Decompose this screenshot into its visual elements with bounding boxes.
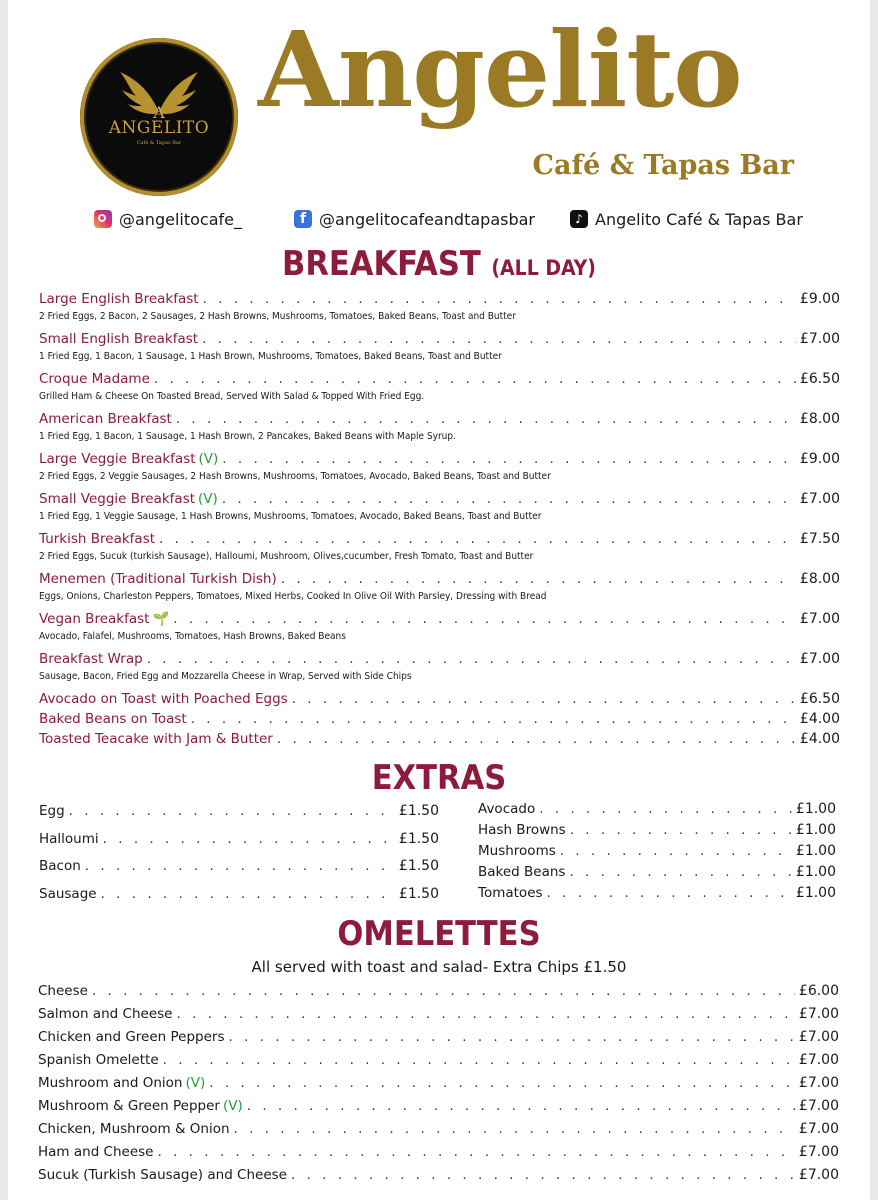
logo-subtitle: Café & Tapas Bar — [136, 140, 182, 146]
facebook-icon: f — [294, 210, 312, 228]
omelette-item — [38, 1075, 839, 1091]
tiktok-text: Angelito Café & Tapas Bar — [595, 209, 803, 229]
item-price: £1.50 — [398, 858, 439, 874]
tiktok-icon: ♪ — [570, 210, 588, 228]
dot-leader — [281, 571, 796, 587]
vegetarian-badge: (V) — [222, 1098, 243, 1114]
item-name: Toasted Teacake with Jam & Butter — [39, 731, 273, 747]
dot-leader — [247, 1098, 795, 1114]
item-name: Salmon and Cheese — [38, 1006, 173, 1022]
breakfast-item — [39, 651, 840, 667]
item-name: Mushrooms — [478, 843, 556, 859]
extras-item — [39, 803, 439, 819]
facebook-text: @angelitocafeandtapasbar — [319, 209, 535, 229]
omelette-item — [38, 1052, 839, 1068]
item-price: £1.50 — [398, 803, 439, 819]
dot-leader — [209, 1075, 795, 1091]
item-price: £6.00 — [798, 983, 839, 999]
dot-leader — [147, 651, 796, 667]
dot-leader — [163, 1052, 795, 1068]
item-name: Sucuk (Turkish Sausage) and Cheese — [38, 1167, 287, 1183]
dot-leader — [560, 843, 792, 859]
brand-tagline: Café & Tapas Bar — [532, 150, 794, 181]
extras-item — [39, 886, 439, 902]
item-price: £1.00 — [795, 885, 836, 901]
extras-title: EXTRAS — [371, 758, 507, 798]
breakfast-item — [39, 731, 840, 747]
dot-leader — [176, 1006, 794, 1022]
item-price: £7.00 — [798, 1052, 839, 1068]
item-name: Sausage — [39, 885, 97, 902]
extras-item — [478, 885, 836, 901]
item-price: £1.50 — [398, 830, 439, 847]
dot-leader — [176, 411, 796, 427]
item-name: Chicken, Mushroom & Onion — [38, 1121, 230, 1137]
item-description: Grilled Ham & Cheese On Toasted Bread, Served With Salad & Topped With Fried Egg. — [39, 391, 425, 402]
omelette-item — [38, 1144, 839, 1160]
instagram-text: @angelitocafe_ — [119, 209, 242, 229]
item-description: Avocado, Falafel, Mushrooms, Tomatoes, Hash Browns, Baked Beans — [39, 631, 346, 642]
dot-leader — [203, 291, 796, 307]
item-name: American Breakfast — [39, 411, 172, 427]
item-description: 1 Fried Egg, 1 Bacon, 1 Sausage, 1 Hash Brown, Mushrooms, Tomatoes, Baked Beans, Toast and Butter — [39, 351, 502, 362]
item-name: Cheese — [38, 983, 88, 999]
item-price: £1.00 — [795, 843, 836, 859]
item-name: Mushroom and Onion — [38, 1075, 183, 1091]
item-name: Vegan Breakfast — [39, 611, 150, 627]
item-description: 2 Fried Eggs, 2 Veggie Sausages, 2 Hash Browns, Mushrooms, Tomatoes, Avocado, Baked Beans, Toast and Butter — [39, 471, 551, 482]
omelette-item — [38, 1121, 839, 1137]
dot-leader — [191, 711, 796, 727]
facebook-handle[interactable] — [294, 208, 535, 230]
breakfast-item — [39, 451, 840, 467]
item-name: Avocado — [478, 801, 536, 817]
logo-name: ANGELITO — [108, 118, 210, 138]
vegetarian-badge: (V) — [185, 1075, 206, 1091]
dot-leader — [158, 1144, 795, 1160]
breakfast-item — [39, 711, 840, 727]
omelette-item — [38, 1167, 839, 1183]
item-name: Baked Beans — [478, 864, 566, 880]
dot-leader — [539, 801, 792, 817]
omelette-item — [38, 983, 839, 999]
item-description: Eggs, Onions, Charleston Peppers, Tomatoes, Mixed Herbs, Cooked In Olive Oil With Parsley, Dressing with Bread — [39, 591, 547, 602]
item-name: Large Veggie Breakfast — [39, 451, 196, 467]
item-name: Ham and Cheese — [38, 1144, 154, 1160]
logo — [80, 38, 238, 196]
instagram-icon — [94, 210, 112, 228]
dot-leader — [570, 822, 792, 838]
wings-icon — [80, 38, 238, 196]
item-price: £6.50 — [799, 691, 840, 707]
menu-page — [8, 0, 870, 1200]
tiktok-handle[interactable] — [570, 208, 803, 230]
svg-text:A: A — [153, 103, 165, 122]
dot-leader — [234, 1121, 795, 1137]
dot-leader — [547, 885, 792, 901]
item-price: £7.00 — [799, 651, 840, 667]
item-price: £1.00 — [795, 864, 836, 880]
omelette-item — [38, 1098, 839, 1114]
item-description: 1 Fried Egg, 1 Bacon, 1 Sausage, 1 Hash Brown, 2 Pancakes, Baked Beans with Maple Syrup. — [39, 431, 456, 442]
item-name: Breakfast Wrap — [39, 651, 143, 667]
item-description: 1 Fried Egg, 1 Veggie Sausage, 1 Hash Browns, Mushrooms, Tomatoes, Avocado, Baked Beans, Toast and Butter — [39, 511, 542, 522]
item-name: Bacon — [39, 858, 81, 874]
breakfast-item — [39, 291, 840, 307]
breakfast-title: BREAKFAST — [282, 244, 481, 284]
extras-item — [478, 864, 836, 880]
dot-leader — [569, 864, 791, 880]
vegetarian-badge: 🌱 — [152, 611, 170, 627]
breakfast-subtitle: (ALL DAY) — [491, 256, 596, 280]
item-price: £7.00 — [799, 331, 840, 347]
item-name: Baked Beans on Toast — [39, 711, 187, 727]
item-price: £7.00 — [798, 1167, 839, 1183]
extras-item — [478, 801, 836, 817]
breakfast-heading — [8, 244, 870, 284]
item-price: £8.00 — [799, 571, 840, 587]
item-name: Egg — [39, 803, 65, 819]
item-price: £7.00 — [798, 1006, 839, 1022]
item-name: Menemen (Traditional Turkish Dish) — [39, 571, 277, 587]
extras-item — [478, 843, 836, 859]
dot-leader — [69, 803, 395, 819]
dot-leader — [229, 1029, 795, 1045]
item-name: Mushroom & Green Pepper — [38, 1098, 220, 1114]
item-name: Large English Breakfast — [39, 291, 199, 307]
extras-item — [39, 831, 439, 847]
dot-leader — [222, 491, 796, 507]
breakfast-item — [39, 371, 840, 387]
item-price: £7.00 — [798, 1098, 839, 1114]
vegetarian-badge: (V) — [198, 451, 219, 467]
item-price: £6.50 — [799, 371, 840, 387]
dot-leader — [154, 371, 796, 387]
dot-leader — [103, 831, 395, 847]
item-name: Turkish Breakfast — [39, 531, 156, 547]
item-name: Croque Madame — [39, 371, 150, 387]
item-price: £7.00 — [798, 1075, 839, 1091]
item-description: 2 Fried Eggs, 2 Bacon, 2 Sausages, 2 Hash Browns, Mushrooms, Tomatoes, Baked Beans, Toast and Butter — [39, 311, 516, 322]
item-name: Small English Breakfast — [39, 331, 199, 347]
item-name: Small Veggie Breakfast — [39, 491, 196, 507]
breakfast-item — [39, 531, 840, 547]
item-price: £4.00 — [799, 731, 840, 747]
item-description: 2 Fried Eggs, Sucuk (turkish Sausage), Halloumi, Mushroom, Olives,cucumber, Fresh Tomato, Toast and Butter — [39, 551, 534, 562]
breakfast-item — [39, 331, 840, 347]
item-description: Sausage, Bacon, Fried Egg and Mozzarella Cheese in Wrap, Served with Side Chips — [39, 671, 412, 682]
breakfast-item — [39, 611, 840, 627]
item-name: Hash Browns — [478, 822, 566, 838]
item-price: £9.00 — [799, 291, 840, 307]
omelettes-title: OMELETTES — [337, 914, 541, 954]
item-name: Avocado on Toast with Poached Eggs — [39, 691, 288, 707]
item-price: £1.00 — [795, 822, 836, 838]
item-name: Halloumi — [39, 830, 99, 847]
vegetarian-badge: (V) — [198, 491, 218, 507]
brand-title: Angelito — [258, 8, 742, 131]
instagram-handle[interactable] — [94, 208, 242, 230]
item-price: £9.00 — [799, 451, 840, 467]
item-price: £1.00 — [795, 801, 836, 817]
dot-leader — [173, 611, 796, 627]
dot-leader — [101, 886, 395, 902]
item-price: £7.00 — [798, 1029, 839, 1045]
item-name: Spanish Omelette — [38, 1052, 159, 1068]
dot-leader — [92, 983, 795, 999]
item-price: £8.00 — [799, 411, 840, 427]
dot-leader — [159, 531, 796, 547]
item-name: Tomatoes — [478, 885, 543, 901]
breakfast-item — [39, 691, 840, 707]
omelette-item — [38, 1006, 839, 1022]
dot-leader — [85, 858, 395, 874]
dot-leader — [277, 731, 796, 747]
item-price: £7.00 — [798, 1144, 839, 1160]
item-price: £7.00 — [799, 611, 840, 627]
omelettes-note: All served with toast and salad- Extra Chips £1.50 — [251, 958, 627, 976]
breakfast-item — [39, 411, 840, 427]
extras-item — [478, 822, 836, 838]
item-price: £1.50 — [398, 885, 439, 902]
item-price: £7.50 — [799, 531, 840, 547]
omelette-item — [38, 1029, 839, 1045]
breakfast-item — [39, 571, 840, 587]
dot-leader — [222, 451, 796, 467]
dot-leader — [291, 1167, 795, 1183]
breakfast-item — [39, 491, 840, 507]
dot-leader — [202, 331, 796, 347]
item-price: £7.00 — [798, 1121, 839, 1137]
dot-leader — [292, 691, 796, 707]
item-price: £4.00 — [799, 711, 840, 727]
item-name: Chicken and Green Peppers — [38, 1029, 225, 1045]
item-price: £7.00 — [799, 491, 840, 507]
extras-item — [39, 858, 439, 874]
